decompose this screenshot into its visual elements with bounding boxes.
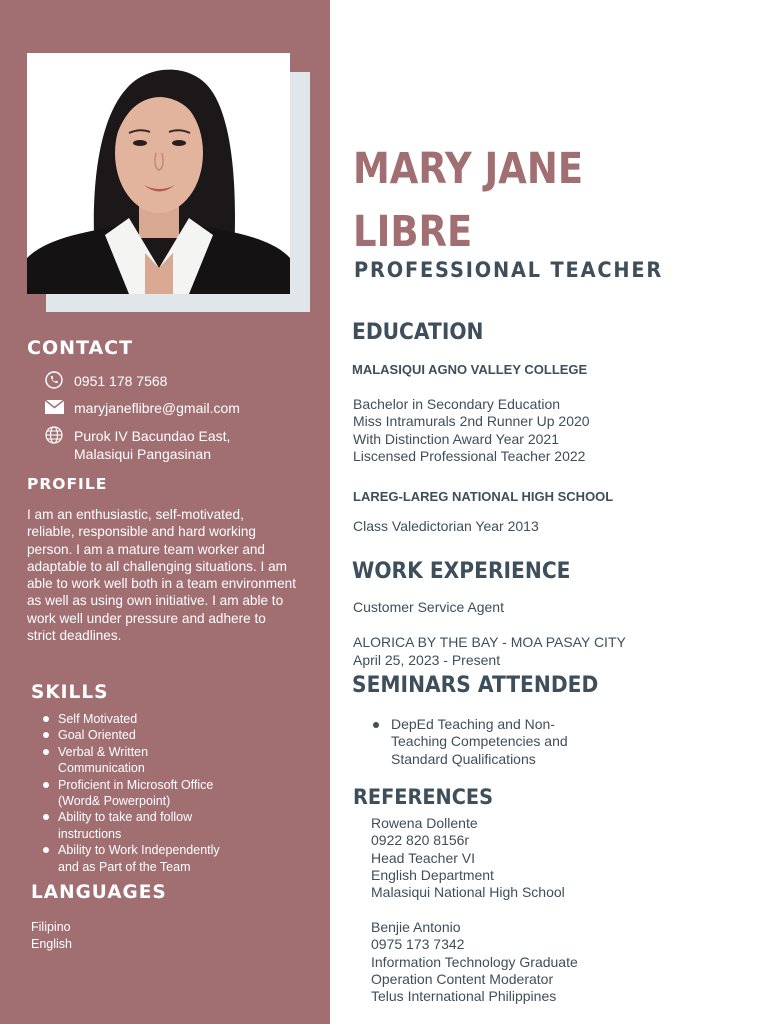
list-item	[40, 711, 250, 727]
profile-text	[27, 506, 307, 644]
address-line-2: Malasiqui Pangasinan	[74, 446, 211, 462]
skills-heading: SKILLS	[31, 682, 109, 703]
seminar-item	[373, 716, 601, 768]
education-line: Liscensed Professional Teacher 2022	[353, 447, 586, 464]
reference-line: Head Teacher VI	[371, 849, 476, 866]
education-line: Class Valedictorian Year 2013	[353, 518, 539, 534]
profile-line: person. I am a mature team worker and	[27, 541, 265, 557]
name-line-1: MARY JANE	[353, 144, 584, 194]
skill-text: Goal Oriented	[58, 728, 136, 743]
skill-text: Communication	[58, 761, 145, 776]
person-name	[353, 138, 583, 264]
reference-line: Rowena Dollente	[371, 815, 478, 831]
references-heading: REFERENCES	[353, 785, 494, 809]
seminar-line: DepEd Teaching and Non-	[391, 716, 555, 732]
profile-photo	[27, 53, 290, 294]
skill-text: and as Part of the Team	[58, 859, 191, 874]
list-item	[40, 809, 250, 842]
profile-line: reliable, responsible and hard working	[27, 524, 256, 540]
reference-line: Telus International Philippines	[371, 988, 557, 1005]
reference-line: 0975 173 7342	[371, 936, 465, 953]
skill-text: Ability to take and follow	[58, 810, 193, 825]
reference-line: Information Technology Graduate	[371, 953, 578, 970]
reference-line: Benjie Antonio	[371, 919, 461, 935]
education-line: With Distinction Award Year 2021	[353, 430, 559, 447]
reference-line: English Department	[371, 866, 494, 883]
skill-text: Self Motivated	[58, 712, 138, 726]
school-name: LAREG-LAREG NATIONAL HIGH SCHOOL	[353, 489, 614, 504]
seminar-line: Teaching Competencies and	[391, 733, 568, 750]
bullet-icon	[373, 722, 379, 728]
profile-heading: PROFILE	[27, 475, 108, 493]
job-title: PROFESSIONAL TEACHER	[354, 258, 664, 282]
education-heading: EDUCATION	[352, 320, 484, 345]
list-item	[40, 727, 250, 743]
list-item	[40, 744, 250, 777]
reference-line: 0922 820 8156r	[371, 832, 470, 849]
profile-line: I am an enthusiastic, self-motivated,	[27, 507, 244, 522]
seminar-line: Standard Qualifications	[391, 750, 536, 767]
list-item	[40, 842, 250, 875]
profile-line: work well under pressure and adhere to	[27, 610, 266, 626]
globe-icon	[44, 427, 64, 443]
contact-email	[44, 399, 240, 417]
contact-address	[44, 427, 230, 463]
work-position: Customer Service Agent	[353, 599, 504, 615]
reference-line: Malasiqui National High School	[371, 884, 565, 901]
contact-phone	[44, 372, 167, 390]
seminars-heading: SEMINARS ATTENDED	[352, 673, 599, 698]
address-line-1: Purok IV Bacundao East,	[74, 428, 231, 444]
skills-list	[40, 711, 250, 875]
skill-text: Proficient in Microsoft Office	[58, 777, 214, 792]
profile-line: strict deadlines.	[27, 628, 122, 644]
skill-text: (Word& Powerpoint)	[58, 794, 171, 809]
skill-text: instructions	[58, 826, 122, 841]
profile-line: adaptable to all challenging situations. I am	[27, 558, 287, 574]
education-line: Miss Intramurals 2nd Runner Up 2020	[353, 413, 590, 430]
mail-icon	[44, 399, 64, 415]
reference-1	[371, 815, 565, 901]
phone-icon	[44, 372, 64, 388]
phone-number: 0951 178 7568	[74, 373, 168, 389]
language-item: Filipino	[31, 920, 71, 934]
reference-line: Operation Content Moderator	[371, 970, 554, 987]
profile-line: as well as using own initiative. I am able to	[27, 593, 284, 609]
name-line-2: LIBRE	[353, 207, 473, 257]
languages-list	[31, 919, 72, 952]
profile-line: able to work well both in a team environment	[27, 576, 296, 592]
education-line: Bachelor in Secondary Education	[353, 396, 561, 412]
school-details	[353, 396, 590, 465]
language-item: English	[31, 936, 72, 951]
portrait-photo	[27, 53, 290, 294]
list-item	[40, 777, 250, 810]
languages-heading: LANGUAGES	[31, 882, 167, 903]
work-dates: April 25, 2023 - Present	[353, 652, 501, 668]
work-heading: WORK EXPERIENCE	[352, 559, 571, 584]
skill-text: Verbal & Written	[58, 744, 149, 759]
skill-text: Ability to Work Independently	[58, 843, 220, 858]
contact-heading: CONTACT	[27, 337, 134, 359]
reference-2	[371, 919, 578, 1005]
school-name: MALASIQUI AGNO VALLEY COLLEGE	[352, 362, 588, 377]
work-company: ALORICA BY THE BAY - MOA PASAY CITY	[353, 634, 626, 650]
sidebar	[0, 0, 330, 1024]
email-address: maryjaneflibre@gmail.com	[74, 400, 240, 416]
